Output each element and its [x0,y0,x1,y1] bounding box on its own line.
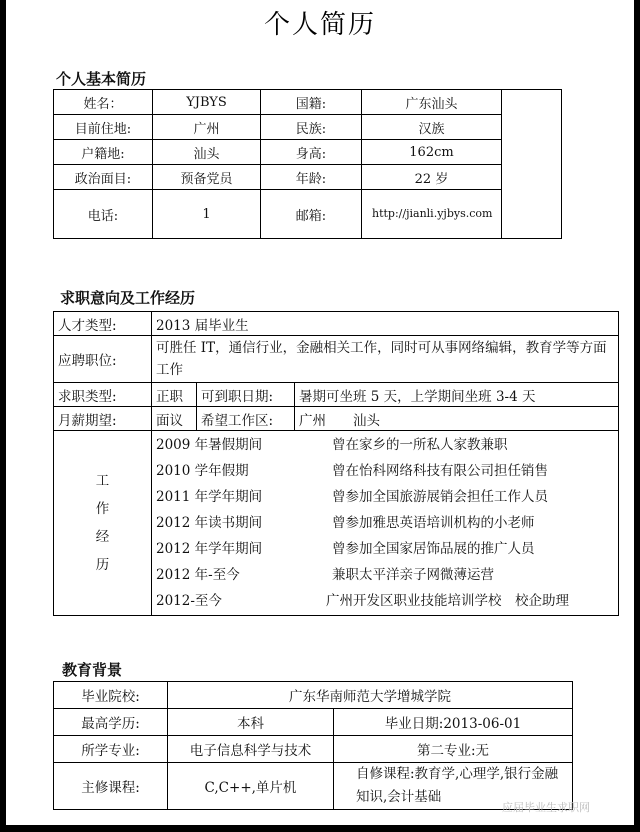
basic-info-table [53,89,562,239]
job-experience-table [53,311,619,616]
table-row [54,312,619,336]
graduation-date: 毕业日期:2013-06-01 [334,709,573,736]
label-phone: 电话: [54,190,153,239]
value-residence: 广州 [153,115,261,140]
label-email: 邮箱: [261,190,362,239]
table-row [54,736,573,763]
label-talent-type: 人才类型: [54,312,152,336]
value-job-type: 正职 [152,383,197,407]
table-row [54,709,573,736]
label-job-type: 求职类型: [54,383,152,407]
value-email[interactable]: http://jianli.yjbys.com [362,190,502,239]
table-row [54,165,562,190]
section-education-title: 教育背景 [62,661,123,679]
value-salary: 面议 [152,407,197,431]
value-phone: 1 [153,190,261,239]
table-row [54,407,619,431]
value-area: 广州 汕头 [295,407,619,431]
value-position: 可胜任 IT，通信行业，金融相关工作，同时可从事网络编辑，教育学等方面工作 [152,336,619,383]
list-item: 2009 年暑假期间 曾在家乡的一所私人家教兼职 [156,437,508,453]
label-name: 姓名： [54,90,153,115]
watermark: 应届毕业生求职网 [502,801,590,814]
value-age: 22 岁 [362,165,502,190]
label-school: 毕业院校: [54,682,168,709]
label-salary: 月薪期望: [54,407,152,431]
label-hukou: 户籍地: [54,140,153,165]
experience-list [152,431,619,616]
label-major: 所学专业: [54,736,168,763]
list-item: 2012 年-至今 兼职太平洋亲子网微薄运营 [156,567,494,583]
self-study-courses: 自修课程:教育学,心理学,银行金融知识,会计基础 [334,763,573,810]
second-major: 第二专业:无 [334,736,573,763]
value-start-date: 暑期可坐班 5 天，上学期间坐班 3-4 天 [295,383,619,407]
label-position: 应聘职位: [54,336,152,383]
table-row [54,763,573,810]
list-item: 2011 年学年期间 曾参加全国旅游展销会担任工作人员 [156,489,548,505]
label-area: 希望工作区: [197,407,295,431]
label-ethnicity: 民族: [261,115,362,140]
label-courses: 主修课程: [54,763,168,810]
table-row [54,140,562,165]
table-row [54,190,562,239]
value-hukou: 汕头 [153,140,261,165]
label-degree: 最高学历: [54,709,168,736]
work-experience-label: 工 作 经 历 [54,431,152,616]
value-ethnicity: 汉族 [362,115,502,140]
value-major: 电子信息科学与技术 [168,736,334,763]
value-talent-type: 2013 届毕业生 [152,312,619,336]
list-item: 2010 学年假期 曾在怡科网络科技有限公司担任销售 [156,463,548,479]
label-nationality: 国籍: [261,90,362,115]
resume-page [6,0,634,825]
value-height: 162cm [362,140,502,165]
education-table [53,681,573,810]
value-courses: C,C++,单片机 [168,763,334,810]
section-basic-title: 个人基本简历 [56,70,147,88]
table-row [54,383,619,407]
table-row [54,115,562,140]
value-political: 预备党员 [153,165,261,190]
page-title: 个人简历 [263,10,376,40]
value-name: YJBYS [153,90,261,115]
list-item: 2012-至今 广州开发区职业技能培训学校 校企助理 [156,593,569,609]
list-item: 2012 年读书期间 曾参加雅思英语培训机构的小老师 [156,515,535,531]
value-nationality: 广东汕头 [362,90,502,115]
label-age: 年龄: [261,165,362,190]
value-degree: 本科 [168,709,334,736]
value-school: 广东华南师范大学增城学院 [168,682,573,709]
section-job-title: 求职意向及工作经历 [60,289,196,307]
table-row [54,682,573,709]
label-political: 政治面目: [54,165,153,190]
label-start-date: 可到职日期: [197,383,295,407]
photo-cell [502,90,562,239]
label-height: 身高: [261,140,362,165]
label-residence: 目前住地: [54,115,153,140]
table-row [54,336,619,383]
table-row [54,90,562,115]
list-item: 2012 年学年期间 曾参加全国家居饰品展的推广人员 [156,541,535,557]
table-row [54,431,619,616]
